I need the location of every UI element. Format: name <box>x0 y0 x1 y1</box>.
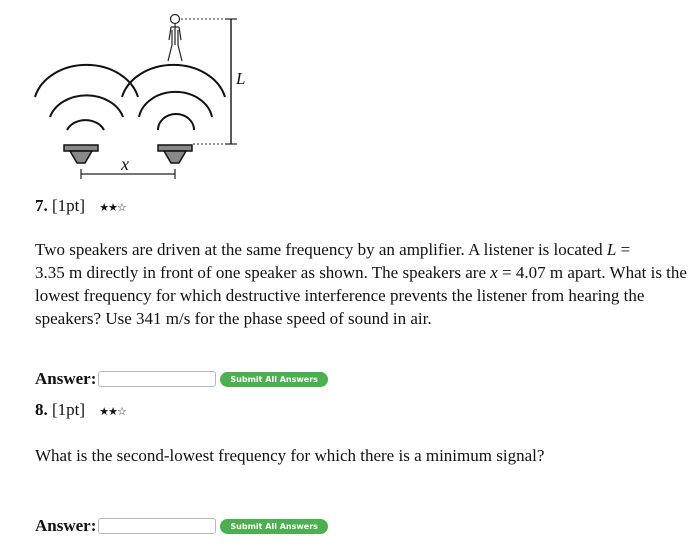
question-8-header <box>35 400 126 422</box>
submit-all-answers-button[interactable]: Submit All Answers <box>220 372 328 387</box>
difficulty-stars-icon: ★★☆ <box>99 405 126 418</box>
question-7-answer-row <box>35 369 328 389</box>
waves-right <box>122 65 225 130</box>
difficulty-stars-icon: ★★☆ <box>99 201 126 214</box>
speaker-right-icon <box>158 145 192 163</box>
question-7-header <box>35 196 126 218</box>
question-number: 7. <box>35 196 48 215</box>
question-8-answer-row <box>35 516 328 536</box>
answer-input[interactable] <box>98 371 216 387</box>
question-points: [1pt] <box>52 400 86 419</box>
listener-figure <box>168 15 182 62</box>
submit-all-answers-button[interactable]: Submit All Answers <box>220 519 328 534</box>
question-number: 8. <box>35 400 48 419</box>
label-x: x <box>121 154 129 174</box>
speaker-left-icon <box>64 145 98 163</box>
answer-label: Answer: <box>35 369 97 388</box>
question-8-text: What is the second-lowest frequency for which there is a minimum signal? <box>35 446 545 465</box>
label-L: L <box>236 69 246 88</box>
speaker-diagram <box>0 0 700 185</box>
waves-left <box>35 65 138 130</box>
question-points: [1pt] <box>52 196 86 215</box>
question-7-text: Two speakers are driven at the same frequency by an amplifier. A listener is located L = 3.35 m directly in front of one speaker as shown. The speakers are x = 4.07 m apart. What is the lowest frequency for which destructive interference prevents the listener from hearing the speakers? Use 341 m/s for the phase speed of sound in air. <box>35 240 687 328</box>
answer-label: Answer: <box>35 516 97 535</box>
answer-input[interactable] <box>98 518 216 534</box>
